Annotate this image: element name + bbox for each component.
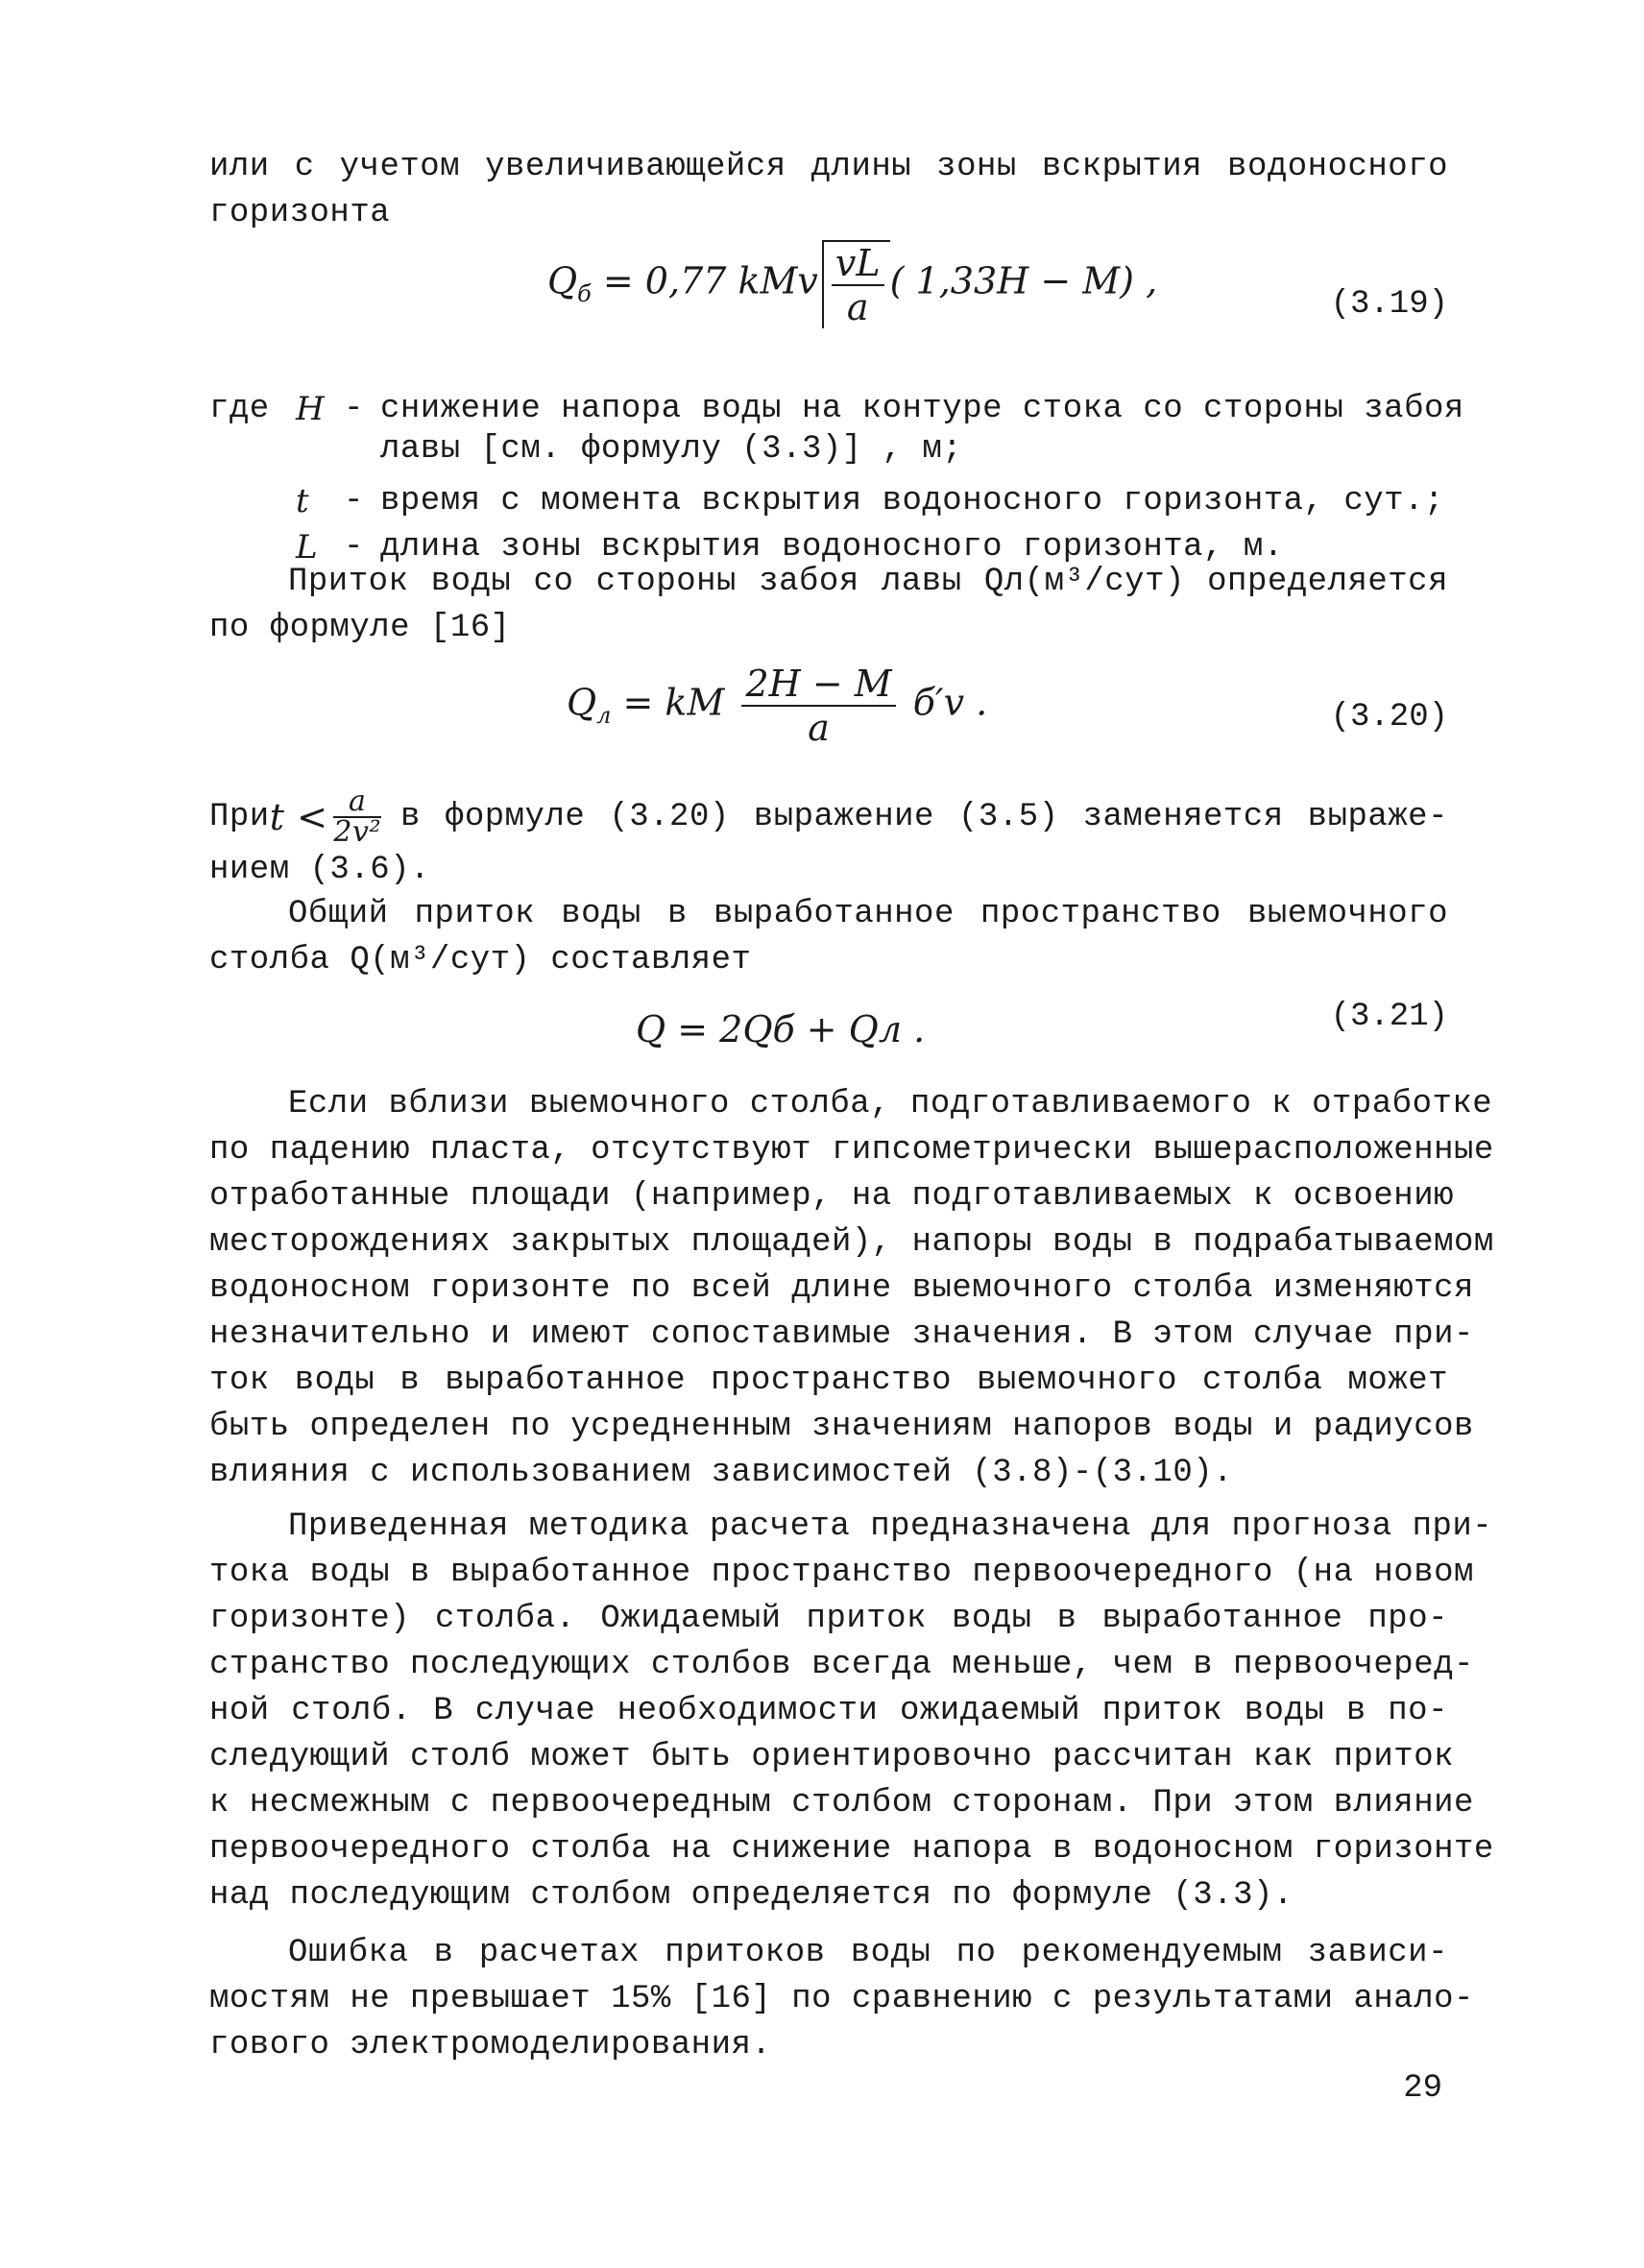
text-line: ной столб. В случае необходимости ожидаемый приток воды в по- xyxy=(209,1693,1448,1729)
fraction-denominator: 2v² xyxy=(333,815,381,849)
text-line: тока воды в выработанное пространство первоочередного (на новом xyxy=(209,1555,1474,1591)
eq-fraction xyxy=(741,663,895,749)
definitions-list xyxy=(209,386,1464,570)
error-paragraph xyxy=(209,1930,1474,2068)
text-line: или с учетом увеличивающейся длины зоны вскрытия водоносного xyxy=(209,149,1448,185)
fraction-numerator: vL xyxy=(832,242,884,286)
sqrt-fraction xyxy=(832,242,884,328)
equation-number: (3.19) xyxy=(1330,286,1448,323)
fraction-numerator: 2H − M xyxy=(741,663,895,707)
page-number: 29 xyxy=(1403,2070,1442,2107)
text-line: горизонта xyxy=(209,195,391,231)
intro-paragraph xyxy=(209,144,1448,236)
text-line: Если вблизи выемочного столба, подготавливаемого к отработке xyxy=(288,1086,1493,1122)
definition-item-continued xyxy=(209,426,1448,472)
sqrt-radical xyxy=(822,240,890,328)
eq-term: ( 1,33H − M) , xyxy=(889,259,1158,302)
text-line: горизонте) столба. Ожидаемый приток воды в выработанное про- xyxy=(209,1601,1448,1637)
total-paragraph xyxy=(209,891,1448,983)
definition-item xyxy=(209,386,1464,432)
eq-symbol: Q xyxy=(567,681,597,724)
text-fragment: в формуле (3.20) выражение (3.5) заменяется выраже- xyxy=(399,799,1448,835)
far-paragraph xyxy=(209,1081,1494,1496)
eq-term: б′v . xyxy=(912,681,988,724)
eq-subscript: б xyxy=(577,280,592,308)
definition-text: время с момента вскрытия водоносного горизонта, сут.; xyxy=(380,483,1444,519)
definition-symbol: L xyxy=(296,528,319,567)
text-line: над последующим столбом определяется по формуле (3.3). xyxy=(209,1877,1293,1914)
text-fragment: При xyxy=(209,799,270,835)
definition-text: длина зоны вскрытия водоносного горизонта, м. xyxy=(380,529,1284,566)
text-line: незначительно и имеют сопоставимые значения. В этом случае при- xyxy=(209,1316,1474,1353)
eq-term: = 0,77 kMv xyxy=(591,259,818,302)
text-line: Приведенная методика расчета предназначена для прогноза при- xyxy=(288,1508,1493,1545)
text-line: столба Q(м³/сут) составляет xyxy=(209,942,752,978)
definition-symbol: H xyxy=(296,390,326,428)
fraction-denominator: a xyxy=(846,286,869,328)
text-line: Ошибка в расчетах притоков воды по рекомендуемым зависи- xyxy=(288,1935,1448,1971)
text-line: быть определен по усредненным значениям напоров воды и радиусов xyxy=(209,1409,1474,1445)
method-paragraph xyxy=(209,1504,1494,1918)
text-line: первоочередного столба на снижение напора в водоносном горизонте xyxy=(209,1831,1494,1868)
text-line: к несмежным с первоочередным столбом сторонам. При этом влияние xyxy=(209,1785,1474,1822)
text-line: нием (3.6). xyxy=(209,852,430,888)
text-line: отработанные площади (например, на подготавливаемых к освоению xyxy=(209,1178,1455,1215)
text-line: следующий столб может быть ориентировочно рассчитан как приток xyxy=(209,1739,1455,1775)
when-paragraph xyxy=(209,784,1448,893)
text-line: Приток воды со стороны забоя лавы Qл(м³/сут) определяется xyxy=(288,564,1448,600)
definition-text: снижение напора воды на контуре стока со стороны забоя xyxy=(380,391,1464,427)
inline-fraction xyxy=(333,784,381,849)
inflow-paragraph xyxy=(209,559,1448,651)
where-label: где xyxy=(209,391,270,427)
definition-item xyxy=(209,478,1448,524)
math-inline: t < xyxy=(269,796,328,838)
fraction-numerator: a xyxy=(333,787,381,818)
equation-3-20 xyxy=(567,663,987,749)
eq-subscript: л xyxy=(596,702,612,730)
text-line: гового электромоделирования. xyxy=(209,2027,772,2063)
text-line: Общий приток воды в выработанное пространство выемочного xyxy=(288,896,1448,932)
equation-3-19 xyxy=(547,240,1157,336)
equation-3-21: Q = 2Qб + Qл . xyxy=(636,1008,926,1050)
text-line: по падению пласта, отсутствуют гипсометрически вышерасположенные xyxy=(209,1132,1494,1169)
equation-number: (3.21) xyxy=(1330,999,1448,1035)
definition-dash: - xyxy=(344,483,364,519)
text-line: ток воды в выработанное пространство выемочного столба может xyxy=(209,1363,1448,1399)
text-line: влияния с использованием зависимостей (3.8)-(3.10). xyxy=(209,1455,1234,1491)
equation-number: (3.20) xyxy=(1330,699,1448,736)
definition-text: лавы [см. формулу (3.3)] , м; xyxy=(380,431,963,468)
eq-term: = kM xyxy=(611,681,725,724)
definition-dash: - xyxy=(344,391,364,427)
text-line: по формуле [16] xyxy=(209,610,511,646)
text-line: странство последующих столбов всегда меньше, чем в первоочеред- xyxy=(209,1647,1474,1683)
definition-dash: - xyxy=(344,529,364,566)
eq-symbol: Q xyxy=(547,259,578,302)
definition-symbol: t xyxy=(296,482,310,520)
text-line: месторождениях закрытых площадей), напоры воды в подрабатываемом xyxy=(209,1224,1494,1261)
text-line: водоносном горизонте по всей длине выемочного столба изменяются xyxy=(209,1270,1474,1307)
text-line xyxy=(209,784,1448,849)
text-line: мостям не превышает 15% [16] по сравнению с результатами анало- xyxy=(209,1981,1474,2017)
fraction-denominator: a xyxy=(808,707,830,749)
